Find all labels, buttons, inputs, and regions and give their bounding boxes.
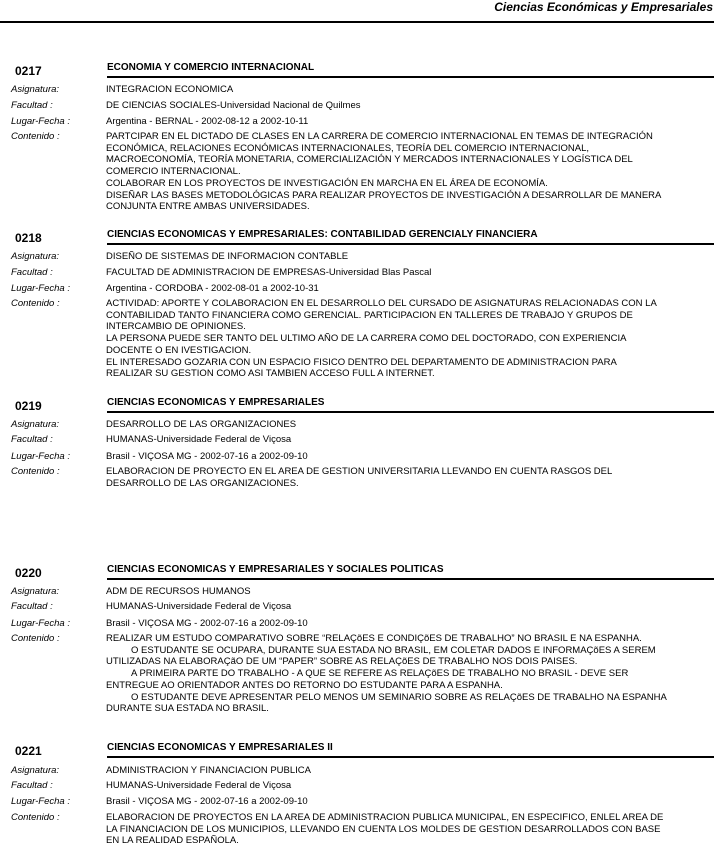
content-line: REALIZAR UM ESTUDO COMPARATIVO SOBRE “RELAÇõES E CONDIÇõES DE TRABALHO” NO BRASIL E NA ESPANHA. [106, 633, 642, 644]
content-line: ACTIVIDAD: APORTE Y COLABORACION EN EL DESARROLLO DEL CURSADO DE ASIGNATURAS RELACIONADAS CON LA [106, 298, 657, 309]
entry-divider [107, 76, 714, 78]
contenido-value [106, 633, 711, 715]
entry-divider [107, 578, 714, 580]
contenido-label: Contenido : [11, 131, 60, 142]
header-divider [0, 21, 714, 23]
contenido-value [106, 466, 711, 489]
contenido-value [106, 298, 711, 380]
entry-code: 0217 [15, 64, 42, 78]
content-line: UTILIZADAS NA ELABORAÇãO DE UM “PAPER” SOBRE AS RELAÇõES DE TRABALHO NOS DOIS PAISES. [106, 656, 578, 668]
content-line: LA PERSONA PUEDE SER TANTO DEL ULTIMO AÑO DE LA CARRERA COMO DEL DOCTORADO, CON EXPERIENCIA [106, 333, 627, 345]
lugar-fecha-label: Lugar-Fecha : [11, 116, 70, 127]
entry-title: CIENCIAS ECONOMICAS Y EMPRESARIALES Y SOCIALES POLITICAS [107, 564, 444, 575]
facultad-value: DE CIENCIAS SOCIALES-Universidad Nacional de Quilmes [106, 100, 361, 111]
lugar-fecha-value: Brasil - VIÇOSA MG - 2002-07-16 a 2002-09-10 [106, 618, 308, 629]
content-line: ELABORACION DE PROYECTOS EN LA AREA DE ADMINISTRACION PUBLICA MUNICIPAL, EN ESPECIFICO, ENLEL AREA DE [106, 812, 664, 823]
entry-divider [107, 756, 714, 758]
contenido-label: Contenido : [11, 633, 60, 644]
entry-divider [107, 243, 714, 245]
content-line: O ESTUDANTE SE OCUPARA, DURANTE SUA ESTADA NO BRASIL, EM COLETAR DADOS E INFORMAÇõES A SEREM [131, 644, 656, 656]
contenido-label: Contenido : [11, 466, 60, 477]
content-line: EL INTERESADO GOZARIA CON UN ESPACIO FISICO DENTRO DEL DEPARTAMENTO DE ADMINISTRACION PARA [106, 356, 617, 368]
facultad-label: Facultad : [11, 267, 53, 278]
lugar-fecha-value: Argentina - BERNAL - 2002-08-12 a 2002-10-11 [106, 116, 309, 127]
facultad-value: HUMANAS-Universidade Federal de Viçosa [106, 434, 292, 445]
asignatura-label: Asignatura: [11, 84, 60, 95]
content-line: ELABORACION DE PROYECTO EN EL AREA DE GESTION UNIVERSITARIA LLEVANDO EN CUENTA RASGOS DEL [106, 466, 613, 477]
contenido-value [106, 812, 711, 847]
entry-title: CIENCIAS ECONOMICAS Y EMPRESARIALES: CONTABILIDAD GERENCIALY FINANCIERA [107, 229, 538, 240]
facultad-label: Facultad : [11, 434, 53, 445]
content-line: ENTREGUE AO ORIENTADOR ANTES DO RETORNO DO ESTUDANTE PARA A ESPANHA. [106, 679, 503, 691]
facultad-value: HUMANAS-Universidade Federal de Viçosa [106, 780, 292, 791]
content-line: O ESTUDANTE DEVE APRESENTAR PELO MENOS UM SEMINARIO SOBRE AS RELAÇõES DE TRABALHO NA ESPANHA [131, 691, 667, 703]
content-line: LA FINANCIACION DE LOS MUNICIPIOS, LLEVANDO EN CUENTA LOS MOLDES DE GESTION DESARROLLADOS CON BASE [106, 823, 661, 835]
lugar-fecha-label: Lugar-Fecha : [11, 618, 70, 629]
content-line: DISEÑAR LAS BASES METODOLÓGICAS PARA REALIZAR PROYECTOS DE INVESTIGACIÓN A DESARROLLAR DE MANERA [106, 189, 662, 201]
asignatura-label: Asignatura: [11, 251, 60, 262]
lugar-fecha-value: Argentina - CORDOBA - 2002-08-01 a 2002-10-31 [106, 283, 319, 294]
content-line: MACROECONOMÍA, TEORÍA MONETARIA, COMERCIALIZACIÓN Y MERCADOS INTERNACIONALES Y LOGÍSTICA DEL [106, 154, 633, 166]
content-line: COLABORAR EN LOS PROYECTOS DE INVESTIGACIÓN EN MARCHA EN EL ÁREA DE ECONOMÍA. [106, 177, 548, 189]
asignatura-label: Asignatura: [11, 586, 60, 597]
content-line: COMERCIO INTERNACIONAL. [106, 166, 241, 178]
contenido-label: Contenido : [11, 298, 60, 309]
facultad-label: Facultad : [11, 100, 53, 111]
content-line: EN LA REALIDAD ESPAÑOLA. [106, 835, 239, 847]
content-line: INTERCAMBIO DE OPINIONES. [106, 321, 246, 333]
lugar-fecha-label: Lugar-Fecha : [11, 283, 70, 294]
asignatura-label: Asignatura: [11, 419, 60, 430]
content-line: REALIZAR SU GESTION COMO ASI TAMBIEN ACCESO FULL A INTERNET. [106, 368, 435, 380]
asignatura-value: ADM DE RECURSOS HUMANOS [106, 586, 251, 597]
contenido-label: Contenido : [11, 812, 60, 823]
asignatura-value: DISEÑO DE SISTEMAS DE INFORMACION CONTABLE [106, 251, 349, 262]
lugar-fecha-value: Brasil - VIÇOSA MG - 2002-07-16 a 2002-09-10 [106, 796, 308, 807]
content-line: DESARROLLO DE LAS ORGANIZACIONES. [106, 477, 299, 489]
content-line: ECONÓMICA, RELACIONES ECONÓMICAS INTERNACIONALES, TEORÍA DEL COMERCIO INTERNACIONAL, [106, 142, 589, 154]
lugar-fecha-value: Brasil - VIÇOSA MG - 2002-07-16 a 2002-09-10 [106, 451, 308, 462]
asignatura-value: DESARROLLO DE LAS ORGANIZACIONES [106, 419, 297, 430]
page-title: Ciencias Económicas y Empresariales [494, 0, 713, 14]
page-header [0, 0, 716, 24]
entry-code: 0221 [15, 744, 42, 758]
entry-title: CIENCIAS ECONOMICAS Y EMPRESARIALES [107, 397, 325, 408]
content-line: A PRIMEIRA PARTE DO TRABALHO - A QUE SE REFERE AS RELAÇõES DE TRABALHO NO BRASIL - DEVE SER [131, 668, 629, 680]
asignatura-label: Asignatura: [11, 765, 60, 776]
facultad-label: Facultad : [11, 601, 53, 612]
facultad-value: FACULTAD DE ADMINISTRACION DE EMPRESAS-Universidad Blas Pascal [106, 267, 432, 278]
content-line: CONTABILIDAD TANTO FINANCIERA COMO GERENCIAL. PARTICIPACION EN TALLERES DE TRABAJO Y GRUPOS DE [106, 309, 633, 321]
asignatura-value: INTEGRACION ECONOMICA [106, 84, 234, 95]
facultad-value: HUMANAS-Universidade Federal de Viçosa [106, 601, 292, 612]
content-line: DURANTE SUA ESTADA NO BRASIL. [106, 703, 269, 715]
entry-code: 0219 [15, 399, 42, 413]
asignatura-value: ADMINISTRACION Y FINANCIACION PUBLICA [106, 765, 311, 776]
entry-code: 0220 [15, 566, 42, 580]
entry-title: ECONOMIA Y COMERCIO INTERNACIONAL [107, 62, 315, 73]
content-line: CONJUNTA ENTRE AMBAS UNIVERSIDADES. [106, 201, 310, 213]
entry-title: CIENCIAS ECONOMICAS Y EMPRESARIALES II [107, 742, 333, 753]
entry-divider [107, 411, 714, 413]
entry-code: 0218 [15, 231, 42, 245]
lugar-fecha-label: Lugar-Fecha : [11, 796, 70, 807]
content-line: DOCENTE O EN IVESTIGACION. [106, 344, 252, 356]
content-line: PARTCIPAR EN EL DICTADO DE CLASES EN LA CARRERA DE COMERCIO INTERNACIONAL EN TEMAS DE INTEGRACIÓN [106, 131, 653, 142]
contenido-value [106, 131, 711, 213]
facultad-label: Facultad : [11, 780, 53, 791]
lugar-fecha-label: Lugar-Fecha : [11, 451, 70, 462]
